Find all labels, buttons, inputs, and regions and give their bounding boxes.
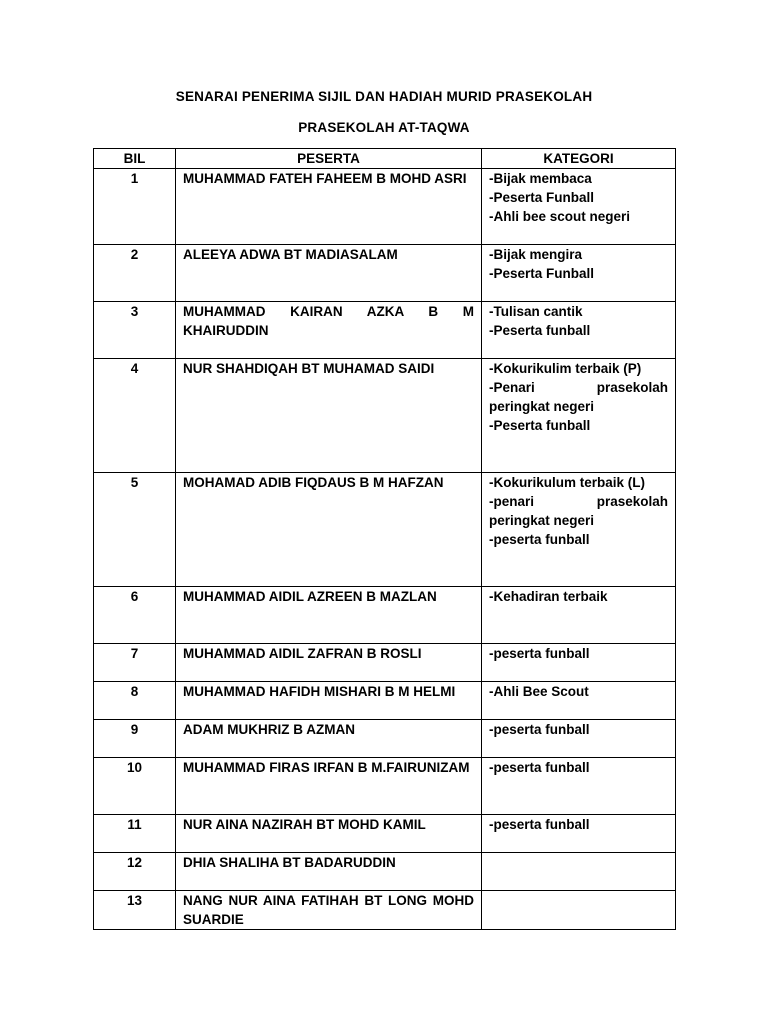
kategori-cell	[482, 758, 676, 815]
kategori-cell	[482, 853, 676, 891]
table-row	[94, 302, 676, 359]
table-row	[94, 815, 676, 853]
bil-cell: 13	[94, 891, 176, 930]
kategori-cell	[482, 302, 676, 359]
peserta-cell: MOHAMAD ADIB FIQDAUS B M HAFZAN	[176, 473, 482, 587]
peserta-cell: ADAM MUKHRIZ B AZMAN	[176, 720, 482, 758]
kategori-item: -peserta funball	[489, 722, 590, 737]
peserta-cell: MUHAMMAD AIDIL AZREEN B MAZLAN	[176, 587, 482, 644]
kategori-cell	[482, 169, 676, 245]
recipients-table	[93, 148, 676, 930]
kategori-item: -Bijak mengira	[489, 247, 583, 262]
table-row	[94, 587, 676, 644]
bil-cell: 12	[94, 853, 176, 891]
kategori-item: -Peserta funball	[489, 418, 591, 433]
kategori-item: -Kokurikulum terbaik (L)	[489, 475, 646, 490]
bil-cell: 10	[94, 758, 176, 815]
kategori-item: -Peserta Funball	[489, 190, 595, 205]
table-row	[94, 891, 676, 930]
kategori-item: -Peserta funball	[489, 323, 591, 338]
kategori-item: -penari prasekolah peringkat negeri	[489, 494, 668, 528]
kategori-cell	[482, 644, 676, 682]
bil-cell: 6	[94, 587, 176, 644]
table-row	[94, 169, 676, 245]
kategori-cell	[482, 682, 676, 720]
peserta-cell: DHIA SHALIHA BT BADARUDDIN	[176, 853, 482, 891]
bil-cell: 7	[94, 644, 176, 682]
bil-cell: 3	[94, 302, 176, 359]
bil-cell: 5	[94, 473, 176, 587]
document-title: SENARAI PENERIMA SIJIL DAN HADIAH MURID PRASEKOLAH	[175, 89, 593, 104]
bil-cell: 8	[94, 682, 176, 720]
table-row	[94, 644, 676, 682]
table-header-row	[94, 149, 676, 169]
kategori-item: -Peserta Funball	[489, 266, 595, 281]
peserta-cell: MUHAMMAD FATEH FAHEEM B MOHD ASRI	[176, 169, 482, 245]
bil-cell: 11	[94, 815, 176, 853]
table-row	[94, 720, 676, 758]
table-row	[94, 245, 676, 302]
kategori-cell	[482, 720, 676, 758]
peserta-cell: MUHAMMAD AIDIL ZAFRAN B ROSLI	[176, 644, 482, 682]
kategori-cell	[482, 815, 676, 853]
table-row	[94, 758, 676, 815]
kategori-item: -Bijak membaca	[489, 171, 592, 186]
kategori-item: -Kehadiran terbaik	[489, 589, 608, 604]
kategori-item: -peserta funball	[489, 532, 590, 547]
kategori-item: -peserta funball	[489, 646, 590, 661]
header-peserta: PESERTA	[176, 149, 482, 169]
peserta-cell: MUHAMMAD FIRAS IRFAN B M.FAIRUNIZAM	[176, 758, 482, 815]
kategori-item: -Kokurikulim terbaik (P)	[489, 361, 642, 376]
kategori-cell	[482, 587, 676, 644]
table-row	[94, 359, 676, 473]
kategori-cell	[482, 245, 676, 302]
peserta-cell: ALEEYA ADWA BT MADIASALAM	[176, 245, 482, 302]
bil-cell: 2	[94, 245, 176, 302]
document-subtitle: PRASEKOLAH AT-TAQWA	[298, 120, 470, 135]
kategori-item: -peserta funball	[489, 760, 590, 775]
kategori-cell	[482, 359, 676, 473]
header-bil: BIL	[94, 149, 176, 169]
kategori-item: -peserta funball	[489, 817, 590, 832]
kategori-item: -Ahli Bee Scout	[489, 684, 589, 699]
peserta-cell: NUR SHAHDIQAH BT MUHAMAD SAIDI	[176, 359, 482, 473]
table-row	[94, 853, 676, 891]
header-kategori: KATEGORI	[482, 149, 676, 169]
peserta-cell: MUHAMMAD HAFIDH MISHARI B M HELMI	[176, 682, 482, 720]
bil-cell: 1	[94, 169, 176, 245]
kategori-item: -Tulisan cantik	[489, 304, 583, 319]
peserta-cell: MUHAMMAD KAIRAN AZKA B M KHAIRUDDIN	[176, 302, 482, 359]
table-row	[94, 473, 676, 587]
peserta-cell: NANG NUR AINA FATIHAH BT LONG MOHD SUARDIE	[176, 891, 482, 930]
bil-cell: 4	[94, 359, 176, 473]
kategori-item: -Penari prasekolah peringkat negeri	[489, 380, 668, 414]
table-row	[94, 682, 676, 720]
kategori-cell	[482, 891, 676, 930]
kategori-item: -Ahli bee scout negeri	[489, 209, 631, 224]
bil-cell: 9	[94, 720, 176, 758]
kategori-cell	[482, 473, 676, 587]
peserta-cell: NUR AINA NAZIRAH BT MOHD KAMIL	[176, 815, 482, 853]
